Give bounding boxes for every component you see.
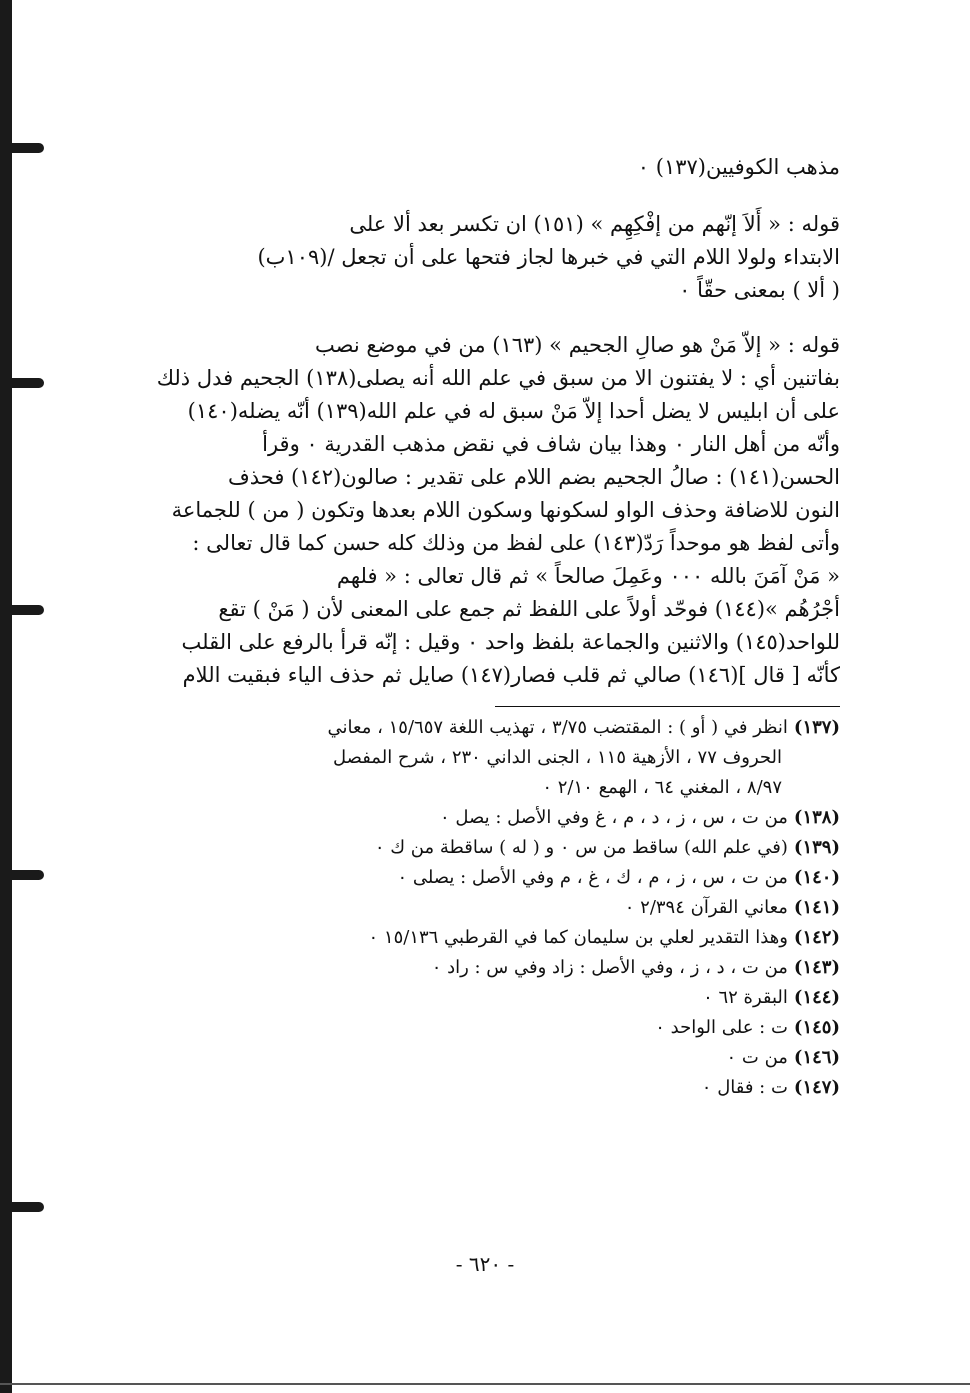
binding-mark: [0, 378, 44, 388]
footnote-number: (١٣٧): [793, 717, 840, 738]
footnote: [130, 1013, 840, 1043]
footnote-number: (١٣٨): [793, 807, 840, 828]
footnotes: [130, 713, 840, 1103]
text-line: قوله : « إلاّ مَنْ هو صالِ الجحيم » (١٦٣) من في موضع نصب: [315, 333, 840, 357]
footnote: [130, 803, 840, 833]
binding-mark: [0, 870, 44, 880]
footnote-text: معاني القرآن ٢/٣٩٤ ٠: [624, 897, 788, 918]
footnote: [130, 1043, 840, 1073]
binding-mark: [0, 1202, 44, 1212]
footnote-number: (١٤٦): [793, 1047, 840, 1068]
footnote-number: (١٤١): [793, 897, 840, 918]
footnote-number: (١٤٢): [793, 927, 840, 948]
text-line: وأتى لفظ هو موحداً رَدّ(١٤٣) على لفظ من وذلك كله حسن كما قال تعالى :: [192, 531, 840, 555]
footnote-continuation: ٨/٩٧ ، المغني ٦٤ ، الهمع ٢/١٠ ٠: [542, 777, 782, 798]
footnote-number: (١٤٠): [793, 867, 840, 888]
text-line: بفاتنين أي : لا يفتنون الا من سبق في علم الله أنه يصلى(١٣٨) الجحيم فدل ذلك: [156, 366, 840, 390]
footnote: [130, 983, 840, 1013]
text-line: أجْرُهُم »(١٤٤) فوحّد أولاً على اللفظ ثم جمع على المعنى لأن ( مَنْ ) تقع: [218, 597, 840, 621]
footnote-number: (١٤٥): [793, 1017, 840, 1038]
text-line: الحسن(١٤١) : صالُ الجحيم بضم اللام على تقدير : صالون(١٤٢) فحذف: [227, 465, 840, 489]
header-line: مذهب الكوفيين(١٣٧) ٠: [637, 155, 840, 179]
footnote-text: ت : على الواحد ٠: [655, 1017, 788, 1038]
paragraph: [130, 329, 840, 692]
text-line: قوله : « أَلاَ إنّهم من إفْكِهِم » (١٥١) ان تكسر بعد ألا على: [349, 212, 840, 236]
footnote-text: انظر في ( أو ) : المقتضب ٣/٧٥ ، تهذيب اللغة ١٥/٦٥٧ ، معاني: [327, 717, 788, 738]
footnote: [130, 833, 840, 863]
footnote-text: من ت ٠: [726, 1047, 788, 1068]
footnote: [130, 863, 840, 893]
page-bottom-edge: [0, 1383, 970, 1385]
text-line: على أن ابليس لا يضل أحدا إلاّ مَنْ سبق له في علم الله(١٣٩) أنّه يضله(١٤٠): [187, 399, 840, 423]
footnote-text: البقرة ٦٢ ٠: [703, 987, 788, 1008]
text-line: كأنّه [ قال ](١٤٦) صالي ثم قلب فصار(١٤٧) صايل ثم حذف الياء فبقيت اللام: [182, 663, 840, 687]
footnote-text: وهذا التقدير لعلي بن سليمان كما في القرطبي ١٥/١٣٦ ٠: [368, 927, 788, 948]
text-line: ( ألا ) بمعنى حقّاً ٠: [679, 278, 840, 302]
page-body: [130, 148, 840, 1103]
page-number: - ٦٢٠ -: [455, 1252, 515, 1276]
footnote: [130, 893, 840, 923]
footnote-rule: [495, 706, 840, 707]
footnote: [130, 953, 840, 983]
footnote: [130, 713, 840, 743]
footnote-number: (١٤٧): [793, 1077, 840, 1098]
text-line: للواحد(١٤٥) والاثنين والجماعة بلفظ واحد ٠ وقيل : إنّه قرأ بالرفع على القلب: [181, 630, 840, 654]
footnote-number: (١٤٤): [793, 987, 840, 1008]
binding-mark: [0, 605, 44, 615]
binding-edge: [0, 0, 12, 1393]
footnote-number: (١٤٣): [793, 957, 840, 978]
text-line: الابتداء ولولا اللام التي في خبرها لجاز فتحها على أن تجعل /(١٠٩ب): [257, 245, 840, 269]
footnote-text: (في علم الله) ساقط من س ٠ و ( له ) ساقطة من ك ٠: [374, 837, 788, 858]
main-text: [130, 208, 840, 692]
footnote-continuation: الحروف ٧٧ ، الأزهية ١١٥ ، الجنى الداني ٢٣٠ ، شرح المفصل: [332, 747, 782, 768]
footnote-text: من ت ، س ، ز ، م ، ك ، غ ، م وفي الأصل : يصلى ٠: [397, 867, 788, 888]
footnote-number: (١٣٩): [793, 837, 840, 858]
footnote: [130, 923, 840, 953]
paragraph: [130, 208, 840, 307]
footnote: [130, 1073, 840, 1103]
footnote-text: من ت ، د ، ز ، وفي الأصل : زاد وفي س : راد ٠: [431, 957, 788, 978]
binding-mark: [0, 143, 44, 153]
text-line: وأنّه من أهل النار ٠ وهذا بيان شاف في نقض مذهب القدرية ٠ وقرأ: [262, 432, 840, 456]
text-line: « مَنْ آمَنَ بالله ٠٠٠ وعَمِلَ صالحاً » ثم قال تعالى : « فلهم: [336, 564, 840, 588]
footnote-text: من ت ، س ، ز ، د ، م ، غ وفي الأصل : يصل ٠: [440, 807, 788, 828]
text-line: النون للاضافة وحذف الواو لسكونها وسكون اللام بعدها وتكون ( من ) للجماعة: [171, 498, 840, 522]
footnote-text: ت : فقال ٠: [701, 1077, 788, 1098]
